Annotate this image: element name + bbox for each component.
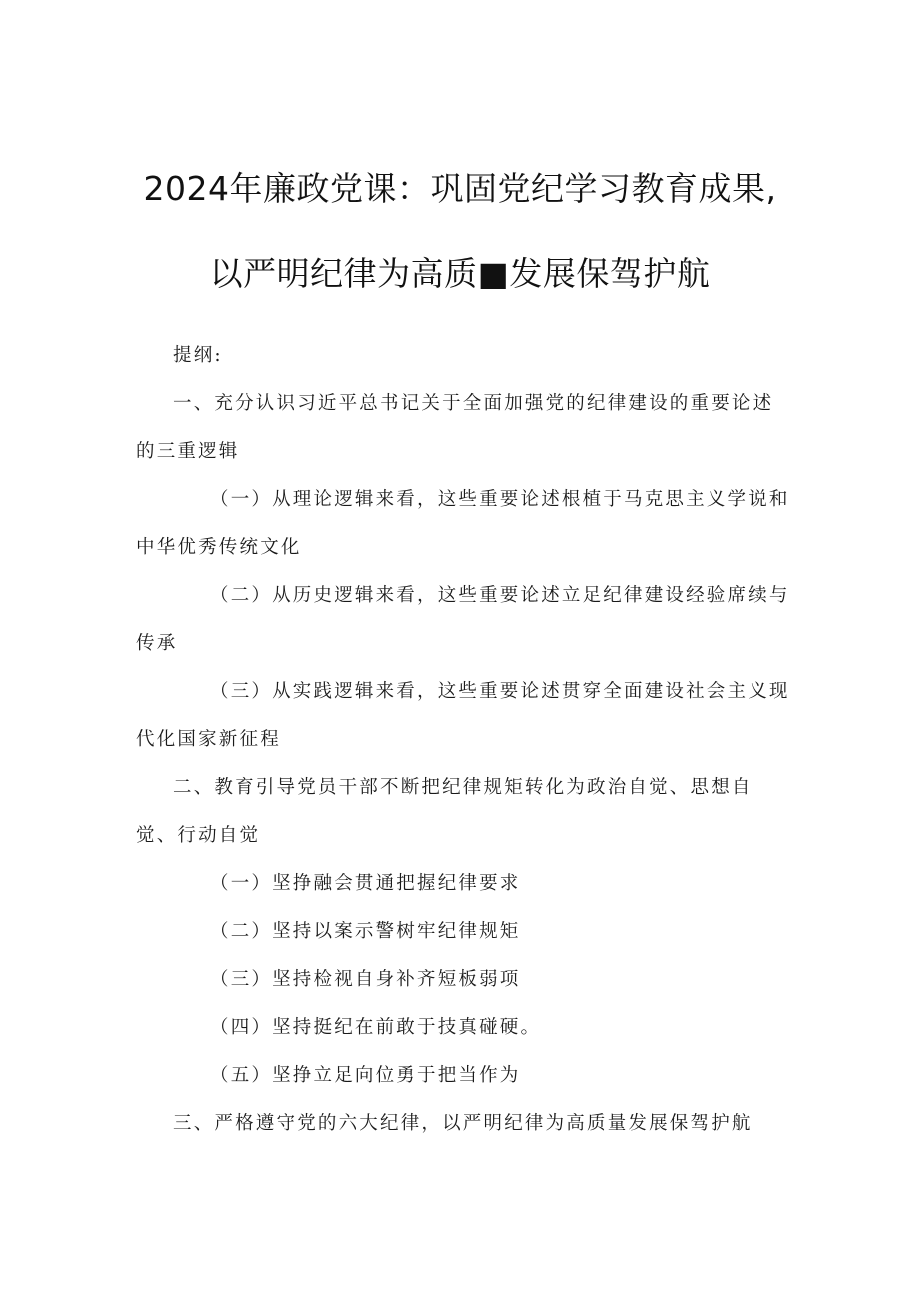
outline-subsection-2-5: （五）坚挣立足向位勇于把当作为 — [210, 1065, 521, 1086]
outline-section-2: 二、教育引导党员干部不断把纪律规矩转化为政治自觉、思想自觉、行动自觉 — [136, 777, 753, 846]
outline-subsection-2-1: （一）坚挣融会贯通把握纪律要求 — [210, 873, 521, 894]
outline-subsection-2-3: （三）坚持检视自身补齐短板弱项 — [210, 969, 521, 990]
outline-subsection-1-3: （三）从实践逻辑来看，这些重要论述贯穿全面建设社会主义现代化国家新征程 — [136, 681, 790, 750]
outline-subsection-2-4: （四）坚持挺纪在前敢于技真碰硬。 — [210, 1017, 542, 1038]
outline-section-1: 一、充分认识习近平总书记关于全面加强党的纪律建设的重要论述的三重逻辑 — [136, 393, 774, 462]
outline-label: 提纲: — [173, 345, 223, 366]
outline-subsection-2-2: （二）坚持以案示警树牢纪律规矩 — [210, 921, 521, 942]
document-title-line-1: 2024年廉政党课：巩固党纪学习教育成果, — [143, 169, 777, 208]
outline-subsection-1-1: （一）从理论逻辑来看，这些重要论述根植于马克思主义学说和中华优秀传统文化 — [136, 489, 790, 558]
outline-section-3: 三、严格遵守党的六大纪律，以严明纪律为高质量发展保驾护航 — [173, 1113, 753, 1134]
outline-subsection-1-2: （二）从历史逻辑来看，这些重要论述立足纪律建设经验席续与传承 — [136, 585, 790, 654]
outline-body — [136, 332, 792, 1148]
document-title-line-2: 以严明纪律为高质■发展保驾护航 — [209, 254, 711, 293]
